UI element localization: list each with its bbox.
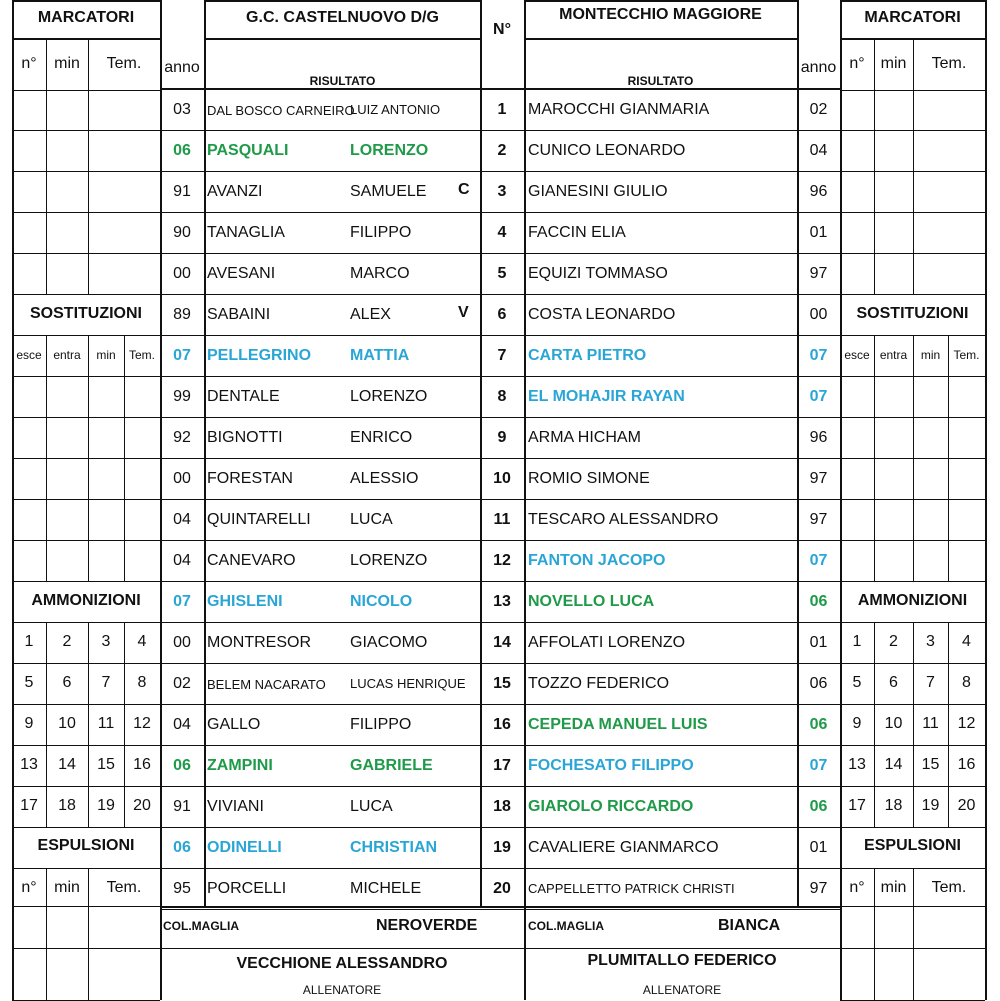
shirt-number: 5 bbox=[497, 265, 507, 282]
away-player-anno: 06 bbox=[809, 798, 828, 815]
left-ammonizione-cell: 20 bbox=[133, 797, 151, 814]
table-rule bbox=[160, 499, 840, 500]
home-player-firstname: NICOLO bbox=[350, 593, 413, 610]
right-marcatori-min: min bbox=[880, 55, 907, 72]
table-rule bbox=[797, 88, 799, 906]
right-ammonizione-cell: 5 bbox=[852, 674, 862, 691]
left-ammonizione-cell: 1 bbox=[24, 633, 34, 650]
table-rule bbox=[160, 704, 840, 705]
right-sost-min: min bbox=[920, 348, 941, 362]
home-player-anno: 95 bbox=[173, 880, 191, 897]
home-player-firstname: CHRISTIAN bbox=[350, 839, 438, 856]
home-player-surname: FORESTAN bbox=[207, 470, 293, 487]
table-rule bbox=[840, 0, 985, 2]
away-player-name: TESCARO ALESSANDRO bbox=[528, 511, 719, 528]
home-player-anno: 91 bbox=[173, 798, 191, 815]
home-player-surname: TANAGLIA bbox=[207, 224, 285, 241]
table-rule bbox=[160, 909, 840, 910]
home-player-firstname: LUCAS HENRIQUE bbox=[350, 676, 466, 691]
away-player-name: GIANESINI GIULIO bbox=[528, 183, 668, 200]
home-player-anno: 07 bbox=[173, 347, 191, 364]
home-player-firstname: MARCO bbox=[350, 265, 410, 282]
away-player-anno: 00 bbox=[809, 306, 828, 323]
shirt-number: 8 bbox=[497, 388, 507, 405]
table-rule bbox=[160, 581, 840, 582]
left-sost-esce: esce bbox=[16, 348, 42, 362]
right-ammonizione-cell: 13 bbox=[848, 756, 866, 773]
home-player-role-badge: V bbox=[458, 304, 469, 321]
left-ammonizione-cell: 13 bbox=[20, 756, 38, 773]
table-rule bbox=[160, 458, 840, 459]
left-ammonizione-cell: 10 bbox=[58, 715, 76, 732]
left-ammonizione-cell: 16 bbox=[133, 756, 151, 773]
shirt-number: 11 bbox=[493, 511, 511, 528]
left-espulsioni-n: n° bbox=[21, 879, 37, 896]
home-player-anno: 90 bbox=[173, 224, 191, 241]
table-rule bbox=[205, 0, 480, 2]
right-marcatori-title: MARCATORI bbox=[864, 9, 961, 26]
shirt-number: 10 bbox=[493, 470, 511, 487]
home-player-firstname: MICHELE bbox=[350, 880, 422, 897]
home-player-surname: DENTALE bbox=[207, 388, 280, 405]
away-player-name: FACCIN ELIA bbox=[528, 224, 626, 241]
table-rule bbox=[205, 38, 480, 40]
table-rule bbox=[12, 745, 160, 746]
right-ammonizione-cell: 2 bbox=[889, 633, 898, 650]
table-rule bbox=[88, 38, 89, 294]
home-player-anno: 02 bbox=[173, 675, 191, 692]
left-marcatori-min: min bbox=[54, 55, 80, 72]
home-player-surname: QUINTARELLI bbox=[207, 511, 311, 528]
table-rule bbox=[160, 253, 840, 254]
home-player-firstname: SAMUELE bbox=[350, 183, 427, 200]
away-risultato: RISULTATO bbox=[627, 74, 694, 88]
home-player-firstname: GIACOMO bbox=[350, 634, 428, 651]
table-rule bbox=[160, 88, 840, 90]
home-player-anno: 07 bbox=[173, 593, 191, 610]
table-rule bbox=[124, 335, 125, 581]
home-player-surname: GHISLENI bbox=[207, 593, 283, 610]
shirt-number: 7 bbox=[497, 347, 507, 364]
right-ammonizione-cell: 20 bbox=[957, 797, 976, 814]
away-player-anno: 97 bbox=[809, 470, 828, 487]
home-player-surname: AVESANI bbox=[207, 265, 276, 282]
left-marcatori-tem: Tem. bbox=[106, 55, 142, 72]
away-coach-name: PLUMITALLO FEDERICO bbox=[587, 952, 777, 969]
table-rule bbox=[840, 827, 985, 828]
table-rule bbox=[160, 212, 840, 213]
table-rule bbox=[840, 581, 985, 582]
table-rule bbox=[12, 868, 160, 869]
shirt-number: 2 bbox=[497, 142, 507, 159]
table-rule bbox=[12, 786, 160, 787]
away-player-anno: 01 bbox=[809, 224, 828, 241]
left-ammonizione-cell: 7 bbox=[101, 674, 111, 691]
shirt-number: 17 bbox=[493, 757, 511, 774]
table-rule bbox=[160, 745, 840, 746]
right-ammonizione-cell: 15 bbox=[921, 756, 940, 773]
away-player-name: CARTA PIETRO bbox=[528, 347, 647, 364]
home-player-anno: 89 bbox=[173, 306, 191, 323]
left-sostituzioni-title: SOSTITUZIONI bbox=[30, 305, 142, 322]
away-player-anno: 06 bbox=[809, 716, 828, 733]
away-player-anno: 01 bbox=[809, 634, 828, 651]
table-rule bbox=[12, 253, 160, 254]
home-player-anno: 04 bbox=[173, 552, 191, 569]
table-rule bbox=[524, 88, 526, 906]
shirt-number: 1 bbox=[497, 101, 507, 118]
home-player-surname: DAL BOSCO CARNEIRO bbox=[207, 103, 355, 118]
left-ammonizioni-title: AMMONIZIONI bbox=[31, 592, 141, 609]
right-ammonizione-cell: 4 bbox=[962, 633, 971, 650]
table-rule bbox=[985, 0, 987, 1000]
table-rule bbox=[88, 335, 89, 581]
shirt-number: 12 bbox=[493, 552, 511, 569]
right-ammonizione-cell: 3 bbox=[926, 633, 935, 650]
home-player-surname: BIGNOTTI bbox=[207, 429, 283, 446]
home-player-surname: ZAMPINI bbox=[207, 757, 273, 774]
right-ammonizione-cell: 14 bbox=[884, 756, 903, 773]
right-marcatori-n: n° bbox=[849, 55, 865, 72]
left-espulsioni-tem: Tem. bbox=[106, 879, 142, 896]
away-player-anno: 07 bbox=[809, 388, 828, 405]
home-player-firstname: ALESSIO bbox=[350, 470, 419, 487]
away-player-name: EQUIZI TOMMASO bbox=[528, 265, 668, 282]
right-ammonizione-cell: 9 bbox=[852, 715, 862, 732]
left-ammonizione-cell: 17 bbox=[20, 797, 38, 814]
table-rule bbox=[12, 38, 160, 40]
table-rule bbox=[12, 90, 160, 91]
table-rule bbox=[12, 622, 160, 623]
home-player-firstname: LUIZ ANTONIO bbox=[350, 102, 441, 117]
home-player-firstname: FILIPPO bbox=[350, 224, 412, 241]
table-rule bbox=[160, 827, 840, 828]
away-player-name: GIAROLO RICCARDO bbox=[528, 798, 694, 815]
number-header: N° bbox=[493, 21, 511, 38]
home-player-firstname: LORENZO bbox=[350, 388, 428, 405]
away-player-name: EL MOHAJIR RAYAN bbox=[528, 388, 685, 405]
shirt-number: 6 bbox=[497, 306, 507, 323]
home-player-anno: 06 bbox=[173, 757, 191, 774]
left-ammonizione-cell: 15 bbox=[97, 756, 115, 773]
right-marcatori-tem: Tem. bbox=[931, 55, 967, 72]
table-rule bbox=[874, 38, 875, 294]
away-player-name: MAROCCHI GIANMARIA bbox=[528, 101, 710, 118]
right-sost-entra: entra bbox=[879, 348, 908, 362]
table-rule bbox=[160, 906, 840, 908]
home-player-anno: 99 bbox=[173, 388, 191, 405]
home-coach-label: ALLENATORE bbox=[302, 983, 382, 997]
home-player-anno: 00 bbox=[173, 634, 191, 651]
right-ammonizione-cell: 10 bbox=[884, 715, 903, 732]
table-rule bbox=[160, 663, 840, 664]
away-player-anno: 07 bbox=[809, 552, 828, 569]
table-rule bbox=[160, 948, 840, 949]
away-player-anno: 07 bbox=[809, 757, 828, 774]
shirt-number: 4 bbox=[497, 224, 507, 241]
away-player-anno: 97 bbox=[809, 511, 828, 528]
home-player-surname: GALLO bbox=[207, 716, 261, 733]
table-rule bbox=[160, 786, 840, 787]
away-player-anno: 06 bbox=[809, 675, 828, 692]
home-player-surname: CANEVARO bbox=[207, 552, 296, 569]
table-rule bbox=[12, 458, 160, 459]
right-ammonizione-cell: 12 bbox=[957, 715, 976, 732]
away-player-name: TOZZO FEDERICO bbox=[528, 675, 670, 692]
table-rule bbox=[913, 335, 914, 581]
right-espulsioni-title: ESPULSIONI bbox=[864, 837, 961, 854]
right-sost-tem: Tem. bbox=[953, 348, 980, 362]
table-rule bbox=[12, 417, 160, 418]
right-sostituzioni-title: SOSTITUZIONI bbox=[856, 305, 969, 322]
home-player-surname: ODINELLI bbox=[207, 839, 282, 856]
table-rule bbox=[480, 0, 482, 88]
left-espulsioni-min: min bbox=[54, 879, 80, 896]
table-rule bbox=[160, 171, 840, 172]
table-rule bbox=[12, 581, 160, 582]
left-ammonizione-cell: 6 bbox=[62, 674, 72, 691]
table-rule bbox=[160, 294, 840, 295]
left-sost-min: min bbox=[96, 348, 116, 362]
right-espulsioni-min: min bbox=[880, 879, 907, 896]
away-player-name: ROMIO SIMONE bbox=[528, 470, 650, 487]
away-col-maglia-label: COL.MAGLIA bbox=[528, 919, 604, 933]
shirt-number: 16 bbox=[493, 716, 511, 733]
table-rule bbox=[204, 88, 206, 906]
right-ammonizione-cell: 19 bbox=[921, 797, 940, 814]
home-player-surname: PASQUALI bbox=[207, 142, 289, 159]
table-rule bbox=[46, 38, 47, 294]
shirt-number: 15 bbox=[493, 675, 511, 692]
shirt-number: 3 bbox=[497, 183, 507, 200]
left-ammonizione-cell: 9 bbox=[24, 715, 34, 732]
home-player-anno: 06 bbox=[173, 839, 191, 856]
table-rule bbox=[160, 540, 840, 541]
left-ammonizione-cell: 19 bbox=[97, 797, 115, 814]
home-player-surname: PELLEGRINO bbox=[207, 347, 312, 364]
away-player-anno: 07 bbox=[809, 347, 828, 364]
away-player-name: AFFOLATI LORENZO bbox=[528, 634, 686, 651]
right-ammonizione-cell: 6 bbox=[889, 674, 898, 691]
right-espulsioni-tem: Tem. bbox=[931, 879, 967, 896]
table-rule bbox=[160, 130, 840, 131]
table-rule bbox=[913, 38, 914, 294]
home-player-surname: PORCELLI bbox=[207, 880, 287, 897]
left-ammonizione-cell: 14 bbox=[58, 756, 76, 773]
home-player-anno: 00 bbox=[173, 470, 191, 487]
home-player-firstname: LUCA bbox=[350, 511, 393, 528]
left-ammonizione-cell: 18 bbox=[58, 797, 76, 814]
table-rule bbox=[12, 212, 160, 213]
home-player-surname: AVANZI bbox=[207, 183, 263, 200]
home-player-surname: VIVIANI bbox=[207, 798, 264, 815]
right-ammonizione-cell: 17 bbox=[848, 797, 866, 814]
left-sost-entra: entra bbox=[53, 348, 81, 362]
table-rule bbox=[160, 335, 840, 336]
right-ammonizioni-title: AMMONIZIONI bbox=[857, 592, 968, 609]
away-player-name: CAPPELLETTO PATRICK CHRISTI bbox=[528, 881, 735, 896]
shirt-number: 20 bbox=[493, 880, 511, 897]
away-player-name: NOVELLO LUCA bbox=[528, 593, 655, 610]
left-ammonizione-cell: 3 bbox=[101, 633, 111, 650]
left-marcatori-n: n° bbox=[21, 55, 37, 72]
left-ammonizione-cell: 11 bbox=[97, 715, 115, 732]
table-rule bbox=[12, 499, 160, 500]
home-player-surname: SABAINI bbox=[207, 306, 271, 323]
left-sost-tem: Tem. bbox=[128, 348, 155, 362]
home-player-firstname: MATTIA bbox=[350, 347, 410, 364]
away-player-anno: 04 bbox=[809, 142, 828, 159]
shirt-number: 19 bbox=[493, 839, 511, 856]
home-team-name: G.C. CASTELNUOVO D/G bbox=[246, 9, 439, 26]
left-ammonizione-cell: 12 bbox=[133, 715, 151, 732]
home-shirt-color: NEROVERDE bbox=[376, 917, 478, 934]
table-rule bbox=[12, 704, 160, 705]
home-player-surname: MONTRESOR bbox=[207, 634, 311, 651]
table-rule bbox=[840, 294, 985, 295]
away-player-name: FOCHESATO FILIPPO bbox=[528, 757, 694, 774]
right-ammonizione-cell: 16 bbox=[957, 756, 976, 773]
table-rule bbox=[160, 622, 840, 623]
away-coach-label: ALLENATORE bbox=[642, 983, 722, 997]
table-rule bbox=[524, 0, 797, 2]
home-player-anno: 03 bbox=[173, 101, 191, 118]
home-player-surname: BELEM NACARATO bbox=[207, 677, 326, 692]
table-rule bbox=[874, 335, 875, 581]
home-player-firstname: LORENZO bbox=[350, 552, 428, 569]
home-player-firstname: ALEX bbox=[350, 306, 391, 323]
table-rule bbox=[524, 38, 797, 40]
right-ammonizione-cell: 18 bbox=[884, 797, 903, 814]
home-player-anno: 04 bbox=[173, 511, 191, 528]
home-player-anno: 06 bbox=[173, 142, 191, 159]
shirt-number: 18 bbox=[493, 798, 511, 815]
away-player-name: FANTON JACOPO bbox=[528, 552, 666, 569]
table-rule bbox=[160, 417, 840, 418]
left-ammonizione-cell: 8 bbox=[137, 674, 147, 691]
home-anno-header: anno bbox=[164, 59, 200, 76]
home-player-firstname: LORENZO bbox=[350, 142, 429, 159]
table-rule bbox=[12, 827, 160, 828]
home-risultato: RISULTATO bbox=[309, 74, 376, 88]
table-rule bbox=[12, 294, 160, 295]
away-player-anno: 96 bbox=[809, 429, 828, 446]
away-shirt-color: BIANCA bbox=[718, 917, 781, 934]
away-anno-header: anno bbox=[800, 59, 837, 76]
right-ammonizione-cell: 11 bbox=[922, 715, 939, 732]
away-player-anno: 06 bbox=[809, 593, 828, 610]
home-player-role-badge: C bbox=[458, 181, 470, 198]
table-rule bbox=[46, 335, 47, 581]
home-col-maglia-label: COL.MAGLIA bbox=[163, 919, 239, 933]
table-rule bbox=[12, 663, 160, 664]
table-rule bbox=[12, 906, 160, 907]
away-team-name: MONTECCHIO MAGGIORE bbox=[559, 6, 762, 23]
table-rule bbox=[12, 335, 160, 336]
shirt-number: 14 bbox=[493, 634, 511, 651]
left-marcatori-title: MARCATORI bbox=[37, 9, 135, 26]
away-player-name: CAVALIERE GIANMARCO bbox=[528, 839, 719, 856]
table-rule bbox=[160, 868, 840, 869]
away-player-anno: 02 bbox=[809, 101, 828, 118]
table-rule bbox=[12, 130, 160, 131]
away-player-anno: 01 bbox=[809, 839, 828, 856]
away-player-name: COSTA LEONARDO bbox=[528, 306, 676, 323]
home-player-anno: 04 bbox=[173, 716, 191, 733]
left-espulsioni-title: ESPULSIONI bbox=[37, 837, 135, 854]
table-rule bbox=[12, 948, 160, 949]
away-player-anno: 97 bbox=[809, 880, 828, 897]
table-rule bbox=[160, 376, 840, 377]
table-rule bbox=[12, 171, 160, 172]
home-coach-name: VECCHIONE ALESSANDRO bbox=[236, 955, 448, 972]
away-player-anno: 97 bbox=[809, 265, 828, 282]
table-rule bbox=[948, 335, 949, 581]
home-player-anno: 92 bbox=[173, 429, 191, 446]
table-rule bbox=[12, 0, 160, 2]
home-player-firstname: GABRIELE bbox=[350, 757, 433, 774]
home-player-anno: 91 bbox=[173, 183, 191, 200]
home-player-firstname: LUCA bbox=[350, 798, 393, 815]
away-player-name: CUNICO LEONARDO bbox=[528, 142, 686, 159]
home-player-firstname: ENRICO bbox=[350, 429, 413, 446]
right-sost-esce: esce bbox=[844, 348, 870, 362]
home-player-firstname: FILIPPO bbox=[350, 716, 412, 733]
left-ammonizione-cell: 2 bbox=[62, 633, 72, 650]
away-player-name: CEPEDA MANUEL LUIS bbox=[528, 716, 708, 733]
table-rule bbox=[480, 88, 482, 906]
table-rule bbox=[12, 376, 160, 377]
right-ammonizione-cell: 1 bbox=[852, 633, 862, 650]
left-ammonizione-cell: 5 bbox=[24, 674, 34, 691]
home-player-anno: 00 bbox=[173, 265, 191, 282]
shirt-number: 13 bbox=[493, 593, 511, 610]
away-player-name: ARMA HICHAM bbox=[528, 429, 641, 446]
left-ammonizione-cell: 4 bbox=[137, 633, 147, 650]
right-ammonizione-cell: 7 bbox=[926, 674, 935, 691]
shirt-number: 9 bbox=[497, 429, 507, 446]
right-ammonizione-cell: 8 bbox=[962, 674, 971, 691]
away-player-anno: 96 bbox=[809, 183, 828, 200]
right-espulsioni-n: n° bbox=[849, 879, 865, 896]
table-rule bbox=[12, 540, 160, 541]
